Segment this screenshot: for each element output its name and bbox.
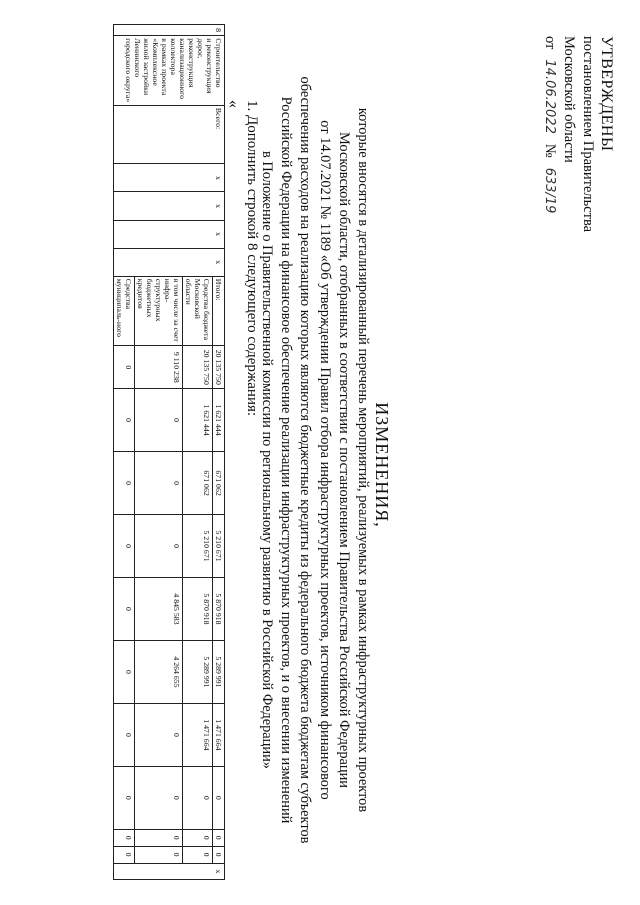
number-prefix: № <box>542 143 558 158</box>
value-cell: 4 845 583 <box>135 578 183 641</box>
value-cell: 0 <box>135 766 183 829</box>
value-cell: 0 <box>213 829 225 846</box>
value-cell: 0 <box>114 703 135 766</box>
value-cell: 1 621 444 <box>183 389 213 452</box>
value-cell: 1 621 444 <box>213 389 225 452</box>
intro-line: Московской области, отобранных в соответствии с постановлением Правительства Российской Федерации <box>335 131 352 789</box>
project-line: дорог, <box>196 38 205 59</box>
value-cell: 0 <box>135 829 183 846</box>
source-label: Средства бюджета Московской области <box>183 276 213 346</box>
value-cell: 5 870 918 <box>183 578 213 641</box>
intro-line: которые вносятся в детализированный перечень мероприятий, реализуемых в рамках инфраструктурных проектов <box>355 107 371 813</box>
projects-table <box>113 24 225 894</box>
project-name-cell <box>114 36 225 106</box>
value-cell: 0 <box>114 766 135 829</box>
source-label: в том числе за счет инфра-структурных бюджетных кредитов <box>135 276 183 346</box>
value-cell: 0 <box>114 640 135 703</box>
project-line: Строительство <box>214 38 223 88</box>
date-prefix: от <box>542 36 558 50</box>
instruction-text: 1. Дополнить строкой 8 следующего содержания: <box>244 100 260 417</box>
source-label: Итого: <box>213 276 225 346</box>
value-cell: 4 264 655 <box>135 640 183 703</box>
value-cell: 1 471 664 <box>183 703 213 766</box>
intro-line: в Положение о Правительственной комиссии по региональному развитию в Российской Федерации» <box>258 151 275 769</box>
approval-number: 633/19 <box>542 167 557 214</box>
value-cell: 0 <box>183 846 213 863</box>
project-line: жилой застройки <box>142 38 151 96</box>
value-cell: 0 <box>183 766 213 829</box>
row-number: 8 <box>114 25 225 36</box>
value-cell: 5 210 671 <box>183 515 213 578</box>
table-row <box>213 25 225 894</box>
project-line: и реконструкция <box>205 38 214 94</box>
value-cell: 0 <box>114 389 135 452</box>
project-line: коллектора <box>169 38 178 75</box>
value-cell: 5 870 918 <box>213 578 225 641</box>
value-cell: 20 135 750 <box>183 346 213 389</box>
value-cell: 0 <box>213 846 225 863</box>
value-cell: 0 <box>135 846 183 863</box>
approval-date: 14.06.2022 <box>542 59 557 134</box>
x-cell: x <box>114 220 225 248</box>
total-label-cell: Всего: <box>114 105 225 163</box>
value-cell: 0 <box>114 578 135 641</box>
source-label: Средства муниципаль-ного <box>114 276 135 346</box>
approval-title: УТВЕРЖДЕНЫ <box>598 36 615 152</box>
value-cell: 0 <box>114 452 135 515</box>
x-cell: x <box>114 192 225 220</box>
project-line: реконструкция <box>187 38 196 88</box>
value-cell: 0 <box>183 829 213 846</box>
value-cell: 0 <box>114 829 135 846</box>
value-cell: 0 <box>114 515 135 578</box>
x-cell: x <box>114 248 225 276</box>
value-cell: 0 <box>213 766 225 829</box>
document-intro <box>257 40 372 880</box>
project-line: городского округа» <box>124 38 133 103</box>
x-cell: x <box>114 863 225 880</box>
opening-quote: « <box>225 100 242 108</box>
value-cell: 0 <box>114 346 135 389</box>
value-cell: 0 <box>114 846 135 863</box>
value-cell: 20 135 750 <box>213 346 225 389</box>
project-line: в рамках проекта <box>160 38 169 96</box>
value-cell: 0 <box>135 452 183 515</box>
approval-date-line <box>540 36 559 276</box>
value-cell: 671 062 <box>183 452 213 515</box>
value-cell: 9 110 238 <box>135 346 183 389</box>
approval-block <box>540 36 616 276</box>
value-cell: 0 <box>135 515 183 578</box>
intro-line: от 14.07.2021 № 1189 «Об утверждении Правил отбора инфраструктурных проектов, источником финансового <box>316 120 333 800</box>
x-cell: x <box>114 164 225 192</box>
value-cell: 0 <box>135 389 183 452</box>
approval-line-1: постановлением Правительства <box>580 36 596 233</box>
project-line: Ленинского <box>133 38 142 78</box>
value-cell: 0 <box>135 703 183 766</box>
value-cell: 5 289 991 <box>213 640 225 703</box>
approval-line-2: Московской области <box>561 36 577 163</box>
intro-line: Российской Федерации на финансовое обеспечение реализации инфраструктурных проектов, и о внесении изменений <box>278 96 295 824</box>
value-cell: 671 062 <box>213 452 225 515</box>
project-line: канализационного <box>178 38 187 100</box>
value-cell: 1 471 664 <box>213 703 225 766</box>
project-line: «Комплексное <box>151 38 160 86</box>
value-cell: 5 210 671 <box>213 515 225 578</box>
document-title: ИЗМЕНЕНИЯ, <box>372 402 392 528</box>
value-cell: 5 289 991 <box>183 640 213 703</box>
intro-line: обеспечения расходов на реализацию которых являются бюджетные кредиты из федерального бюджета бюджетам субъектов <box>297 76 314 844</box>
